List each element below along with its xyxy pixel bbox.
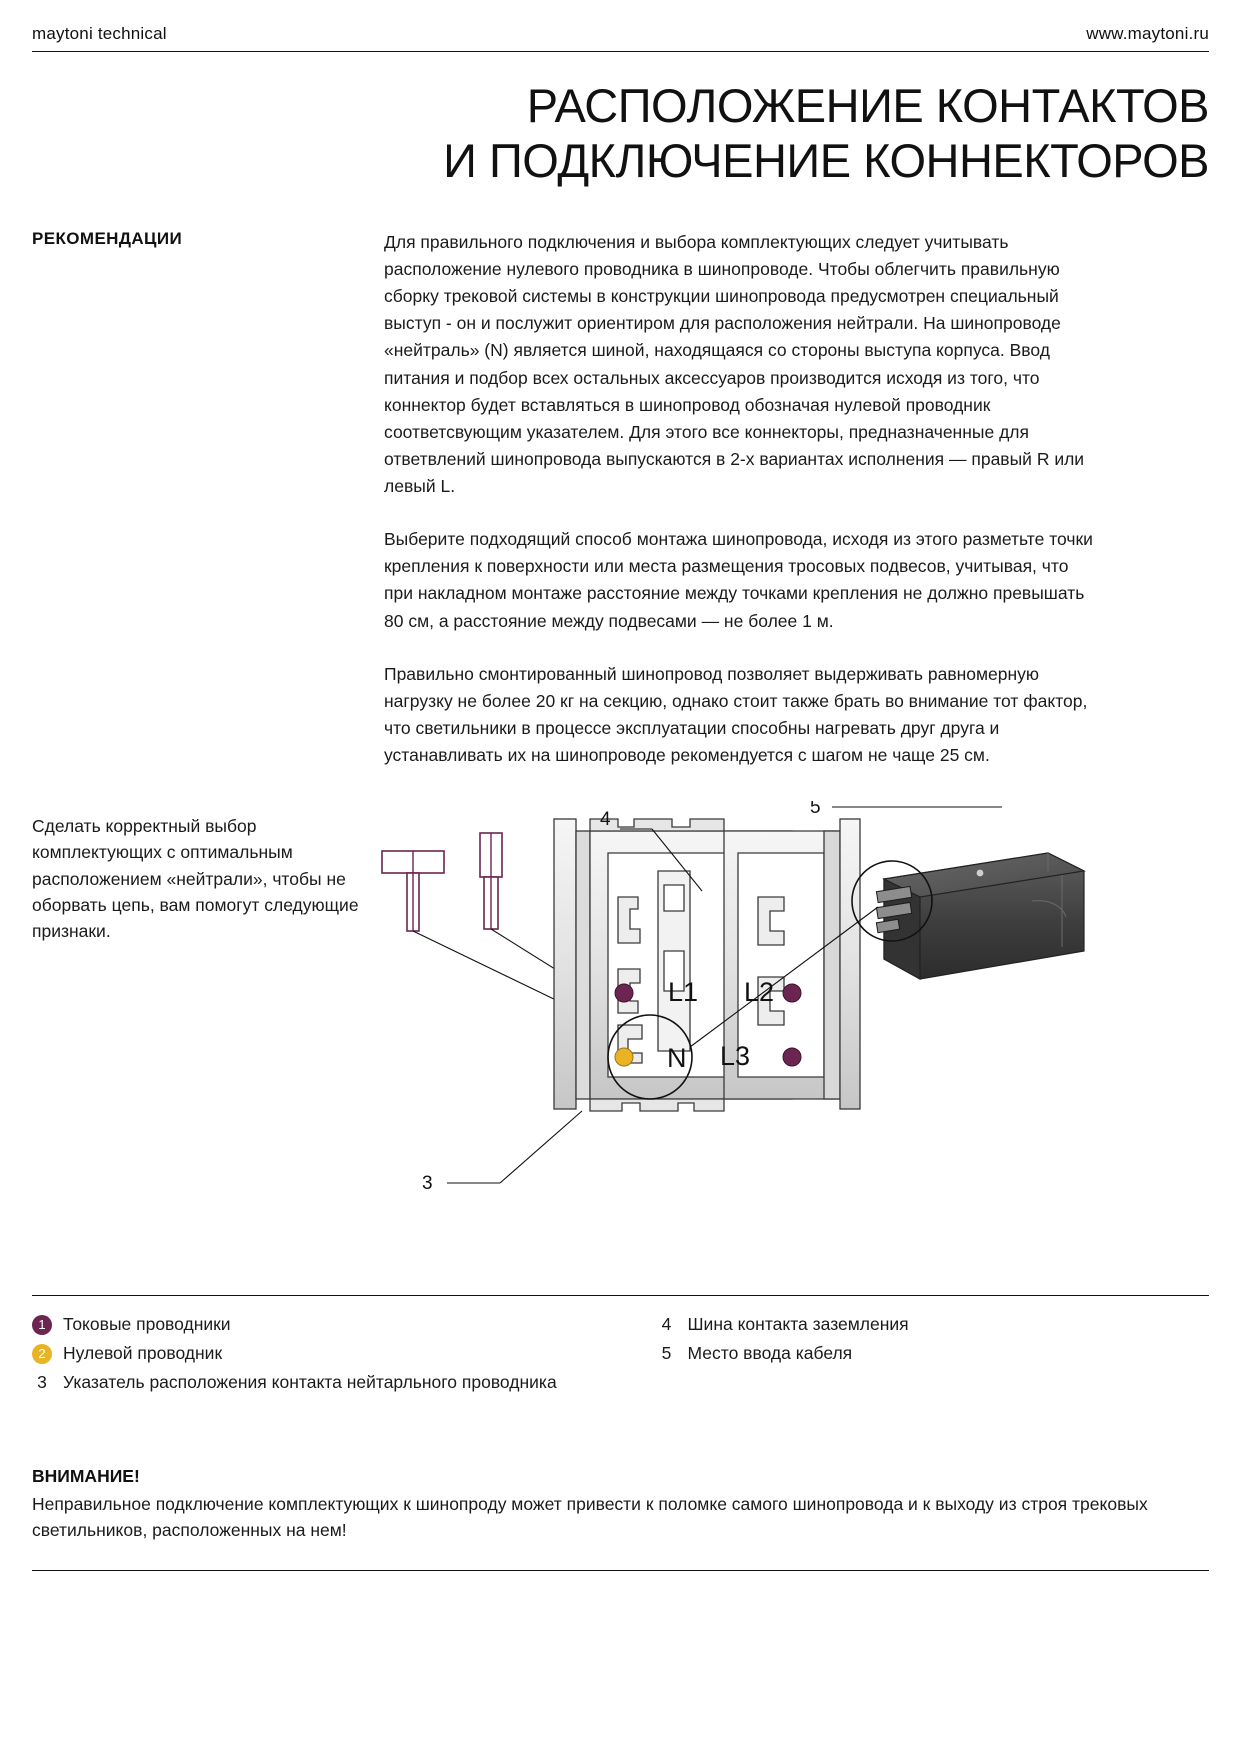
left-column (32, 229, 384, 769)
legend-item (657, 1312, 1210, 1337)
legend-section (32, 1295, 1209, 1399)
footer-rule (32, 1570, 1209, 1571)
page-title (32, 78, 1209, 189)
paragraph-2: Выберите подходящий способ монтажа шинопровода, исходя из этого разметьте точки крепления к поверхности или места размещения тросовых подвесов, учитывая, что при накладном монтаже расстояние между точками крепления не должно превышать 80 см, а расстояние между подвесами — не более 1 м. (384, 529, 1093, 631)
callout-label-5: 5 (810, 801, 821, 819)
legend-badge-2: 2 (32, 1344, 52, 1364)
warning-text: Неправильное подключение комплектующих к шинопроду может привести к поломке самого шинопровода и к выходу из строя трековых светильников, расположенных на нем! (32, 1494, 1148, 1541)
legend-text-3: Указатель расположения контакта нейтарльного проводника (63, 1371, 557, 1392)
page-header (32, 0, 1209, 52)
probe-symbol-left (382, 851, 444, 931)
legend-top-rule (32, 1295, 1209, 1296)
legend-number-4: 4 (661, 1314, 672, 1334)
connector-screw-icon (977, 870, 984, 877)
busbar-diagram (372, 801, 1132, 1231)
label-n: N (667, 1043, 687, 1074)
legend-text-4: Шина контакта заземления (687, 1314, 909, 1334)
legend-columns (32, 1312, 1209, 1399)
page-title-line-1: РАСПОЛОЖЕНИЕ КОНТАКТОВ (526, 79, 1209, 132)
legend-item (657, 1341, 1210, 1366)
paragraph-3: Правильно смонтированный шинопровод позволяет выдерживать равномерную нагрузку не более 20 кг на секцию, однако стоит также брать во внимание тот фактор, что светильники в процессе эксплуатации способны нагревать друг друга и устанавливать их на шинопроводе рекомендуется с шагом не чаще 25 см. (384, 663, 1088, 766)
brand-label: maytoni technical (32, 24, 167, 43)
right-column (384, 229, 1209, 769)
label-l2: L2 (744, 977, 775, 1008)
legend-item (32, 1370, 621, 1395)
content-columns (32, 229, 1209, 769)
legend-item (32, 1312, 621, 1337)
label-l3: L3 (720, 1041, 751, 1072)
warning-title: ВНИМАНИЕ! (32, 1466, 140, 1486)
legend-text-1: Токовые проводники (63, 1314, 231, 1334)
website-label: www.maytoni.ru (1086, 24, 1209, 43)
paragraph-1: Для правильного подключения и выбора комплектующих следует учитывать расположение нулевого проводника в шинопроводе. Чтобы облегчить правильную сборку трековой системы в конструкции шинопровода предусмотрен специальный выступ - он и послужит ориентиром для расположения нейтрали. На шинопроводе «нейтраль» (N) является шиной, находящаяся со стороны выступа корпуса. Ввод питания и подбор всех остальных аксессуаров производится исходя из того, что коннектор будет вставляться в шинопровод обозначая нулевой проводник соответсвующим указателем. Для этого все коннекторы, предназначенные для ответвлений шинопровода выпускаются в 2-х вариантах исполнения — правый R или левый L. (384, 231, 1085, 497)
figure-zone (32, 801, 1209, 1243)
legend-number-3: 3 (37, 1371, 47, 1392)
legend-number-5: 5 (661, 1342, 672, 1363)
legend-text-5: Место ввода кабеля (687, 1342, 853, 1363)
legend-column-right (621, 1312, 1210, 1399)
legend-item (32, 1341, 621, 1366)
legend-text-2: Нулевой проводник (63, 1342, 223, 1363)
label-l1: L1 (668, 977, 699, 1008)
callout-label-3: 3 (422, 1173, 433, 1195)
callout-label-4: 4 (600, 809, 611, 831)
callout-3 (447, 1111, 582, 1183)
figure-note: Сделать корректный выбор комплектующих с оптимальным расположением «нейтрали», чтобы не оборвать цепь, вам помогут следующие признаки. (32, 816, 359, 942)
connector-block (876, 853, 1084, 979)
warning-section (32, 1466, 1209, 1544)
legend-badge-1: 1 (32, 1315, 52, 1335)
page-title-line-2: И ПОДКЛЮЧЕНИЕ КОННЕКТОРОВ (443, 134, 1209, 188)
probe-symbol-right (480, 833, 502, 929)
recommendations-heading: РЕКОМЕНДАЦИИ (32, 228, 183, 248)
legend-column-left (32, 1312, 621, 1399)
